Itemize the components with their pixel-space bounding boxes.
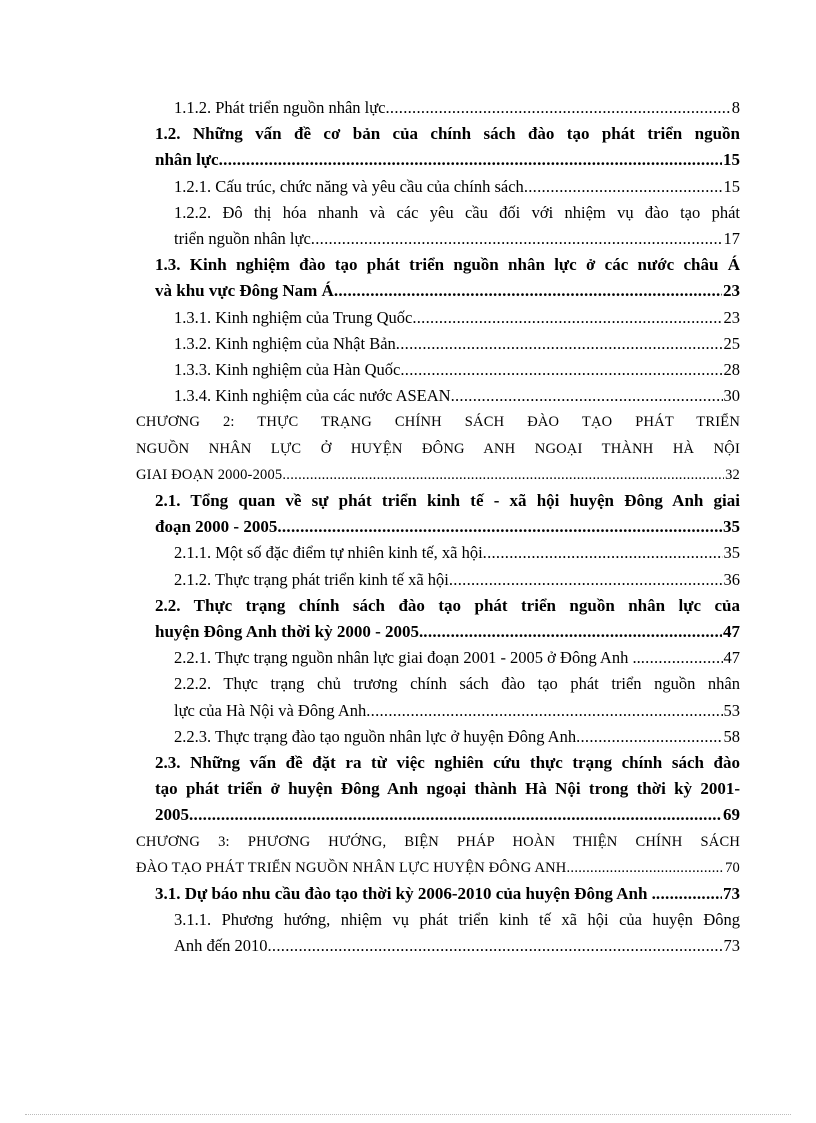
toc-entry-title: Anh đến 2010 ..... xyxy=(174,933,723,959)
toc-entry-title: lực của Hà Nội và Đông Anh ..... xyxy=(174,698,723,724)
toc-entry-line: CHƯƠNG 2: THỰC TRẠNG CHÍNH SÁCH ĐÀO TẠO PHÁT TRIỂN xyxy=(136,414,740,431)
toc-entry-title: 2.1.1. Một số đặc điểm tự nhiên kinh tế, xã hội ..... xyxy=(174,540,723,566)
toc-entry-title: 1.3.3. Kinh nghiệm của Hàn Quốc ..... xyxy=(174,357,723,383)
toc-entry-line: 2.2.2. Thực trạng chủ trương chính sách đào tạo phát triển nguồn nhân xyxy=(174,674,740,694)
toc-entry-line: 1.2.2. Đô thị hóa nhanh và các yêu cầu đối với nhiệm vụ đào tạo phát xyxy=(174,202,740,222)
toc-entry-last-line xyxy=(155,619,740,645)
toc-page-number: 73 xyxy=(723,884,740,903)
toc-entry-line: CHƯƠNG 3: PHƯƠNG HƯỚNG, BIỆN PHÁP HOÀN THIỆN CHÍNH SÁCH xyxy=(136,833,740,850)
page-bottom-dotted-rule xyxy=(25,1114,791,1115)
toc-entry-last-line xyxy=(174,305,740,331)
toc-page-number: 47 xyxy=(723,622,740,641)
toc-page-number: 30 xyxy=(723,386,740,406)
toc-page-number: 28 xyxy=(723,360,740,379)
toc-entry-last-line xyxy=(174,357,740,383)
toc-entry-title: GIAI ĐOẠN 2000-2005 ..... xyxy=(136,462,724,488)
toc-entry-last-line xyxy=(155,881,740,907)
toc-entry-last-line xyxy=(155,802,740,828)
toc-entry-last-line xyxy=(136,462,740,488)
toc-page-number: 73 xyxy=(723,936,740,956)
toc-entry-line: 1.3. Kinh nghiệm đào tạo phát triển nguồn nhân lực ở các nước châu Á xyxy=(155,255,740,275)
toc-entry-line: 3.1.1. Phương hướng, nhiệm vụ phát triển kinh tế xã hội của huyện Đông xyxy=(174,910,740,930)
toc-entry-last-line xyxy=(174,95,740,121)
toc-entry-title: 2.2.1. Thực trạng nguồn nhân lực giai đoạn 2001 - 2005 ở Đông Anh .. ..... xyxy=(174,645,723,671)
toc-entry-last-line xyxy=(174,226,740,252)
toc-entry-title: triển nguồn nhân lực ..... xyxy=(174,226,723,252)
toc-entry-title: 2.2.3. Thực trạng đào tạo nguồn nhân lực ở huyện Đông Anh ..... xyxy=(174,724,723,750)
toc-entry-line: NGUỒN NHÂN LỰC Ở HUYỆN ĐÔNG ANH NGOẠI THÀNH HÀ NỘI xyxy=(136,440,740,457)
toc-entry-line: tạo phát triển ở huyện Đông Anh ngoại thành Hà Nội trong thời kỳ 2001- xyxy=(155,779,740,799)
toc-entry-last-line xyxy=(174,331,740,357)
toc-entry-last-line xyxy=(136,855,740,881)
toc-page-number: 23 xyxy=(723,307,740,327)
toc-entry-title: 3.1. Dự báo nhu cầu đào tạo thời kỳ 2006-2010 của huyện Đông Anh . ..... xyxy=(155,881,722,907)
toc-page-number: 47 xyxy=(723,648,740,668)
toc-entry-last-line xyxy=(174,933,740,959)
toc-page-number: 8 xyxy=(731,98,740,117)
toc-entry-last-line xyxy=(174,383,740,409)
toc-entry-title: 1.1.2. Phát triển nguồn nhân lực ..... xyxy=(174,95,731,121)
toc-entry-title: 1.3.4. Kinh nghiệm của các nước ASEAN ..... xyxy=(174,383,723,409)
toc-entry-last-line xyxy=(174,645,740,671)
toc-entry-title: huyện Đông Anh thời kỳ 2000 - 2005. ..... xyxy=(155,619,722,645)
toc-entry-last-line xyxy=(174,567,740,593)
toc-page-number: 25 xyxy=(723,333,740,353)
toc-page-number: 58 xyxy=(723,726,740,746)
toc-entry-last-line xyxy=(174,698,740,724)
toc-entry-title: đoạn 2000 - 2005 ..... xyxy=(155,514,722,540)
toc-entry-line: 1.2. Những vấn đề cơ bản của chính sách đào tạo phát triển nguồn xyxy=(155,124,740,144)
toc-page-number: 35 xyxy=(723,543,740,563)
toc-entry-line: 2.1. Tổng quan về sự phát triển kinh tế - xã hội huyện Đông Anh giai xyxy=(155,491,740,510)
toc-page-number: 36 xyxy=(723,569,740,589)
toc-entry-last-line xyxy=(174,174,740,200)
toc-page-number: 53 xyxy=(723,700,740,720)
toc-entry-title: và khu vực Đông Nam Á ..... xyxy=(155,278,722,304)
toc-entry-last-line xyxy=(174,540,740,566)
toc-entry-last-line xyxy=(174,724,740,750)
toc-page-number: 35 xyxy=(723,517,740,537)
toc-entry-title: 2.1.2. Thực trạng phát triển kinh tế xã hội ..... xyxy=(174,567,723,593)
toc-entry-title: nhân lực ..... xyxy=(155,147,722,173)
toc-entry-title: 1.3.2. Kinh nghiệm của Nhật Bản ..... xyxy=(174,331,723,357)
toc-page-number: 32 xyxy=(725,466,740,483)
toc-page-number: 15 xyxy=(723,150,740,170)
toc-entry-line: 2.2. Thực trạng chính sách đào tạo phát triển nguồn nhân lực của xyxy=(155,595,740,615)
toc-entry-title: 1.2.1. Cấu trúc, chức năng và yêu cầu của chính sách ..... xyxy=(174,174,723,200)
toc-entry-last-line xyxy=(155,514,740,540)
toc-page-number: 23 xyxy=(723,281,740,301)
toc-page-number: 15 xyxy=(723,176,740,196)
toc-entry-last-line xyxy=(155,147,740,173)
toc-page-number: 70 xyxy=(725,859,740,876)
toc-page-number: 17 xyxy=(723,229,740,248)
toc-entry-line: 2.3. Những vấn đề đặt ra từ việc nghiên cứu thực trạng chính sách đào xyxy=(155,753,740,772)
toc-entry-title: ĐÀO TẠO PHÁT TRIỂN NGUỒN NHÂN LỰC HUYỆN ĐÔNG ANH ..... xyxy=(136,855,724,881)
toc-entry-title: 2005 ..... xyxy=(155,802,722,828)
toc-entry-title: 1.3.1. Kinh nghiệm của Trung Quốc ..... xyxy=(174,305,723,331)
toc-entry-last-line xyxy=(155,278,740,304)
toc-page-number: 69 xyxy=(723,805,740,825)
